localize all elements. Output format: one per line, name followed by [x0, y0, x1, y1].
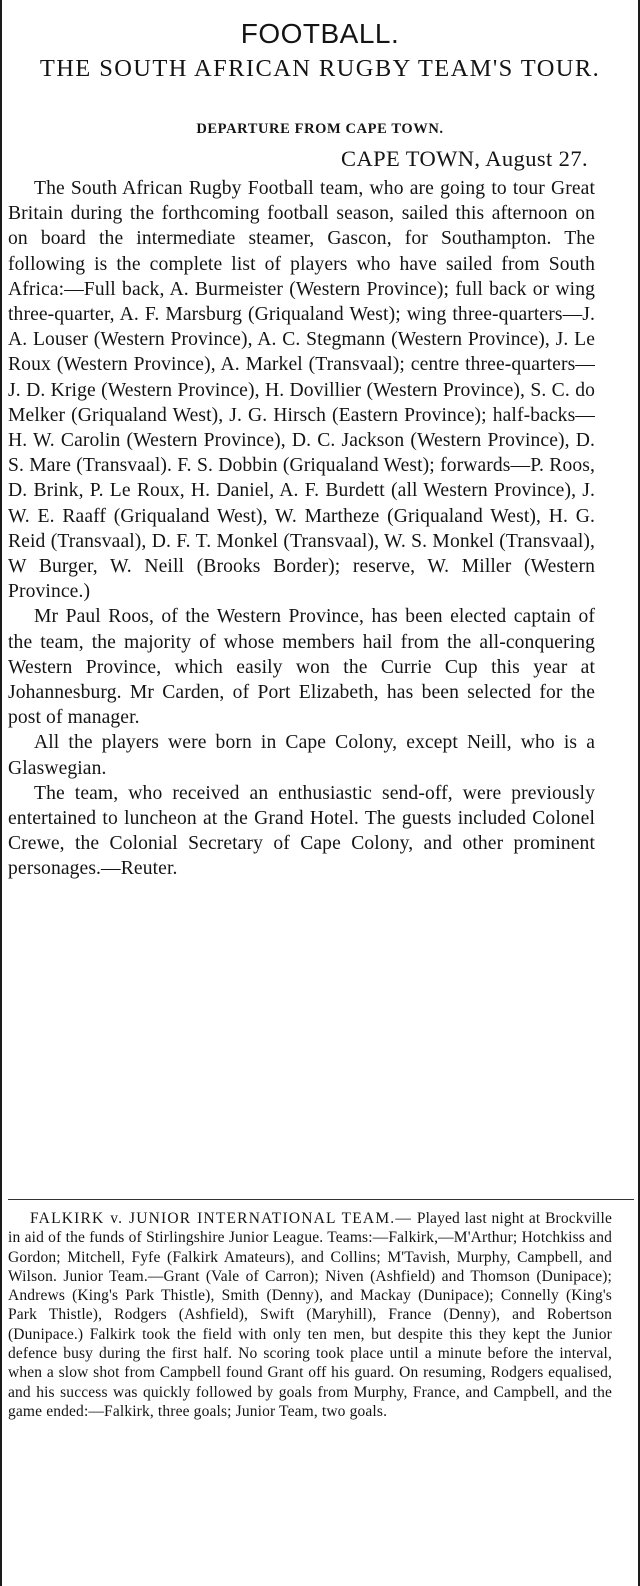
article-title: THE SOUTH AFRICAN RUGBY TEAM'S TOUR. — [39, 55, 601, 82]
dateline: CAPE TOWN, August 27. — [341, 146, 588, 171]
article-paragraph: The South African Rugby Football team, who are going to tour Great Britain during the forthcoming football season, sailed this afternoon on on board the intermediate steamer, Gascon, for Southampton. The following is the complete list of players who have sailed from South Africa:—Full back, A. Burmeister (Western Province); full back or wing three-quarter, A. F. Marsburg (Griqualand West); wing three-quarters—J. A. Louser (Western Province), A. C. Stegmann (Western Province), J. Le Roux (Western Province), A. Markel (Transvaal); centre three-quarters—J. D. Krige (Western Province), H. Dovillier (Western Province), S. C. do Melker (Griqualand West), J. G. Hirsch (Eastern Province); half-backs—H. W. Carolin (Western Province), D. C. Jackson (Western Province), D. S. Mare (Transvaal). F. S. Dobbin (Griqualand West); forwards—P. Roos, D. Brink, P. Le Roux, H. Daniel, A. F. Burdett (all Western Province), J. W. E. Raaff (Griqualand West), W. Martheze (Griqualand West), H. G. Reid (Transvaal), D. F. T. Monkel (Transvaal), W. S. Monkel (Transvaal), W Burger, W. Neill (Brooks Border); reserve, W. Miller (Western Province.) — [8, 178, 595, 603]
article-paragraph: Mr Paul Roos, of the Western Province, has been elected captain of the team, the majority of whose members hail from the all-conquering Western Province, which easily won the Currie Cup this year at Johannesburg. Mr Carden, of Port Elizabeth, has been selected for the post of manager. — [8, 606, 595, 729]
article-paragraph: All the players were born in Cape Colony, except Neill, who is a Glaswegian. — [8, 732, 595, 779]
match-report-text: Played last night at Brockville in aid of the funds of Stirlingshire Junior League. Teams:—Falkirk,—M'Arthur; Hotchkiss and Gordon; Mitchell, Fyfe (Falkirk Amateurs), and Collins; M'Tavish, Murphy, Campbell, and Wilson. Junior Team.—Grant (Vale of Carron); Niven (Ashfield) and Thomson (Dunipace); Andrews (King's Park Thistle), Smith (Denny), and Mackay (Dunipace); Connelly (King's Park Thistle), Rodgers (Ashfield), Swift (Maryhill), France (Denny), and Robertson (Dunipace.) Falkirk took the field with only ten men, but despite this they kept the Junior defence busy during the first half. No scoring took place until a minute before the interval, when a slow shot from Campbell found Grant off his guard. On resuming, Rodgers equalised, and his success was quickly followed by goals from Murphy, France, and Campbell, and the game ended:—Falkirk, three goals; Junior Team, two goals. — [8, 1210, 612, 1420]
article-paragraph: The team, who received an enthusiastic send-off, were previously entertained to luncheon at the Grand Hotel. The guests included Colonel Crewe, the Colonial Secretary of Cape Colony, and other prominent personages.—Reuter. — [8, 782, 595, 880]
match-report-lead-in: FALKIRK v. JUNIOR INTERNATIONAL TEAM.— — [30, 1210, 413, 1227]
article-body — [8, 176, 595, 882]
section-heading: FOOTBALL. — [240, 18, 400, 49]
section-divider — [8, 1199, 634, 1200]
article-subheading: DEPARTURE FROM CAPE TOWN. — [196, 121, 444, 137]
match-report — [8, 1209, 612, 1421]
match-report-paragraph — [8, 1209, 612, 1421]
